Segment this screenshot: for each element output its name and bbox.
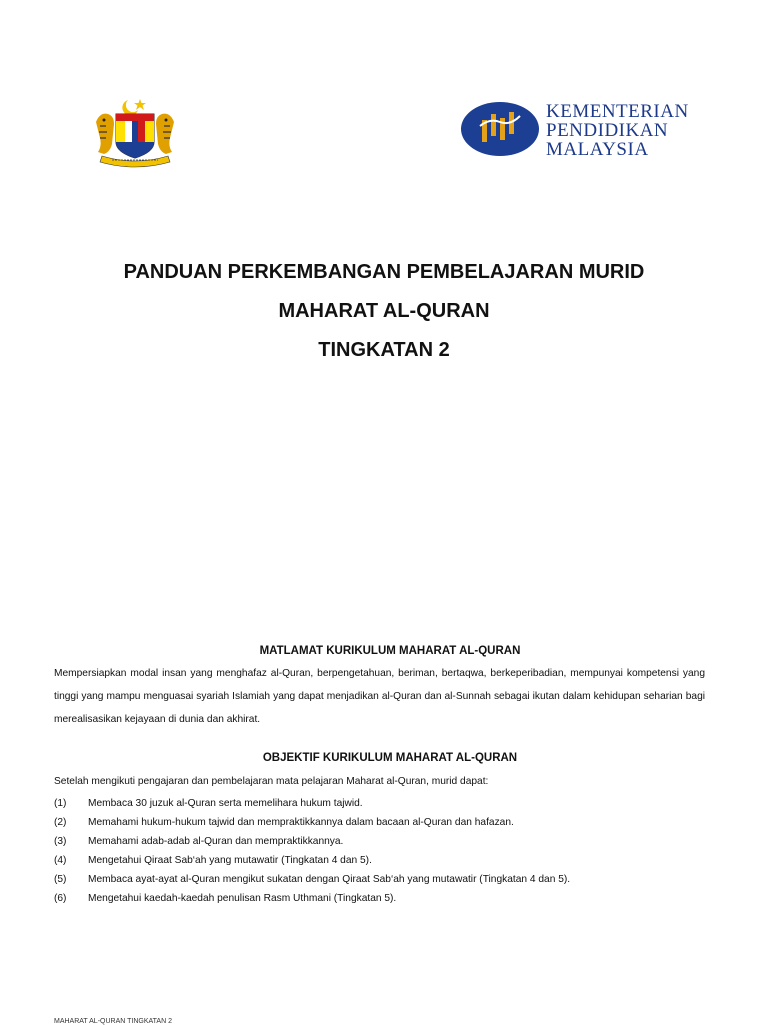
list-item-number: (3) [54, 836, 67, 847]
list-item-text: Memahami hukum-hukum tajwid dan mempraktikkannya dalam bacaan al-Quran dan hafazan. [88, 817, 514, 828]
ministry-logo [460, 100, 736, 162]
title-line-2: MAHARAT AL-QURAN [278, 300, 490, 322]
list-item-text: Membaca 30 juzuk al-Quran serta memelihara hukum tajwid. [88, 798, 363, 809]
list-item [54, 874, 570, 893]
list-item [54, 817, 570, 836]
title-line-1: PANDUAN PERKEMBANGAN PEMBELAJARAN MURID [123, 261, 645, 283]
objektif-heading: OBJEKTIF KURIKULUM MAHARAT AL-QURAN [262, 752, 518, 764]
list-item [54, 893, 570, 912]
list-item-number: (6) [54, 893, 67, 904]
list-item-text: Memahami adab-adab al-Quran dan mempraktikkannya. [88, 836, 344, 847]
matlamat-heading: MATLAMAT KURIKULUM MAHARAT AL-QURAN [259, 645, 521, 657]
list-item-number: (4) [54, 855, 67, 866]
objectives-list [54, 798, 570, 912]
ministry-line-3: MALAYSIA [546, 139, 649, 160]
ministry-line-2: PENDIDIKAN [546, 120, 669, 141]
list-item-text: Mengetahui Qiraat Sab‘ah yang mutawatir (Tingkatan 4 dan 5). [88, 855, 372, 866]
kpm-emblem-icon [460, 100, 540, 158]
title-line-3: TINGKATAN 2 [318, 339, 450, 361]
ministry-line-1: KEMENTERIAN [546, 101, 689, 122]
list-item-number: (2) [54, 817, 67, 828]
list-item [54, 798, 570, 817]
list-item-text: Mengetahui kaedah-kaedah penulisan Rasm Uthmani (Tingkatan 5). [88, 893, 397, 904]
document-title [0, 262, 768, 379]
list-item-number: (1) [54, 798, 67, 809]
list-item [54, 836, 570, 855]
list-item [54, 855, 570, 874]
matlamat-paragraph: Mempersiapkan modal insan yang menghafaz al-Quran, berpengetahuan, beriman, bertaqwa, berkeperibadian, mempunyai kompetensi yang tinggi yang mampu menguasai syariah Islamiah yang dapat menjadikan al-Quran dan al-Sunnah sebagai ikutan dalam kehidupan seharian bagi merealisasikan kejayaan di dunia dan akhirat. [54, 668, 705, 725]
objektif-intro: Setelah mengikuti pengajaran dan pembelajaran mata pelajaran Maharat al-Quran, murid dapat: [54, 776, 489, 787]
list-item-text: Membaca ayat-ayat al-Quran mengikut sukatan dengan Qiraat Sab‘ah yang mutawatir (Tingkatan 4 dan 5). [88, 874, 571, 885]
page-footer: MAHARAT AL-QURAN TINGKATAN 2 [54, 1018, 172, 1025]
malaysia-coat-of-arms-icon [92, 96, 178, 168]
ministry-name [546, 102, 689, 159]
list-item-number: (5) [54, 874, 67, 885]
